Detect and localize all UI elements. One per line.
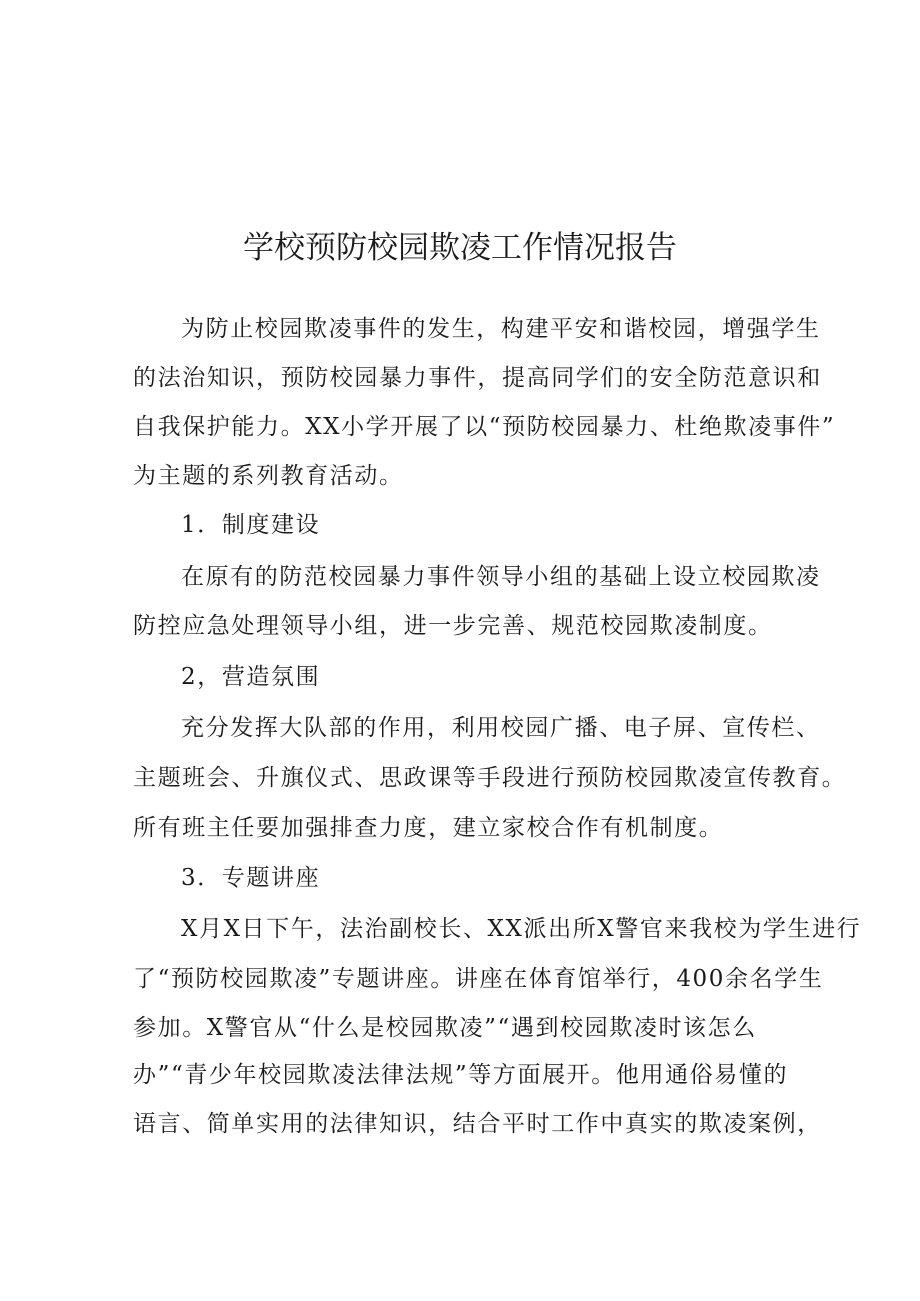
paragraph-line: 主题班会、升旗仪式、思政课等手段进行预防校园欺凌宣传教育。	[133, 765, 847, 791]
paragraph-line: 自我保护能力。XX小学开展了以“预防校园暴力、杜绝欺凌事件”	[133, 414, 836, 440]
paragraph-line: 办”“青少年校园欺凌法律法规”等方面展开。他用通俗易懂的	[133, 1062, 789, 1088]
paragraph-line: 了“预防校园欺凌”专题讲座。讲座在体育馆举行，400余名学生	[133, 966, 824, 992]
paragraph-line: 为主题的系列教育活动。	[133, 463, 404, 489]
paragraph-line: 的法治知识，预防校园暴力事件，提高同学们的安全防范意识和	[133, 365, 822, 391]
section-heading: 2，营造氛围	[181, 664, 321, 690]
paragraph-line: 充分发挥大队部的作用，利用校园广播、电子屏、宣传栏、	[181, 715, 821, 741]
paragraph-line: 所有班主任要加强排查力度，建立家校合作有机制度。	[133, 815, 724, 841]
paragraph-line: X月X日下午，法治副校长、XX派出所X警官来我校为学生进行	[181, 916, 862, 942]
section-heading: 1．制度建设	[181, 512, 321, 538]
paragraph-line: 为防止校园欺凌事件的发生，构建平安和谐校园，增强学生	[181, 316, 821, 342]
section-heading: 3．专题讲座	[181, 865, 321, 891]
paragraph-line: 在原有的防范校园暴力事件领导小组的基础上设立校园欺凌	[181, 564, 821, 590]
paragraph-line: 语言、简单实用的法律知识，结合平时工作中真实的欺凌案例，	[133, 1111, 822, 1137]
paragraph-line: 防控应急处理领导小组，进一步完善、规范校园欺凌制度。	[133, 613, 773, 639]
document-title: 学校预防校园欺凌工作情况报告	[243, 230, 677, 266]
paragraph-line: 参加。X警官从“什么是校园欺凌”“遇到校园欺凌时该怎么	[133, 1015, 757, 1041]
